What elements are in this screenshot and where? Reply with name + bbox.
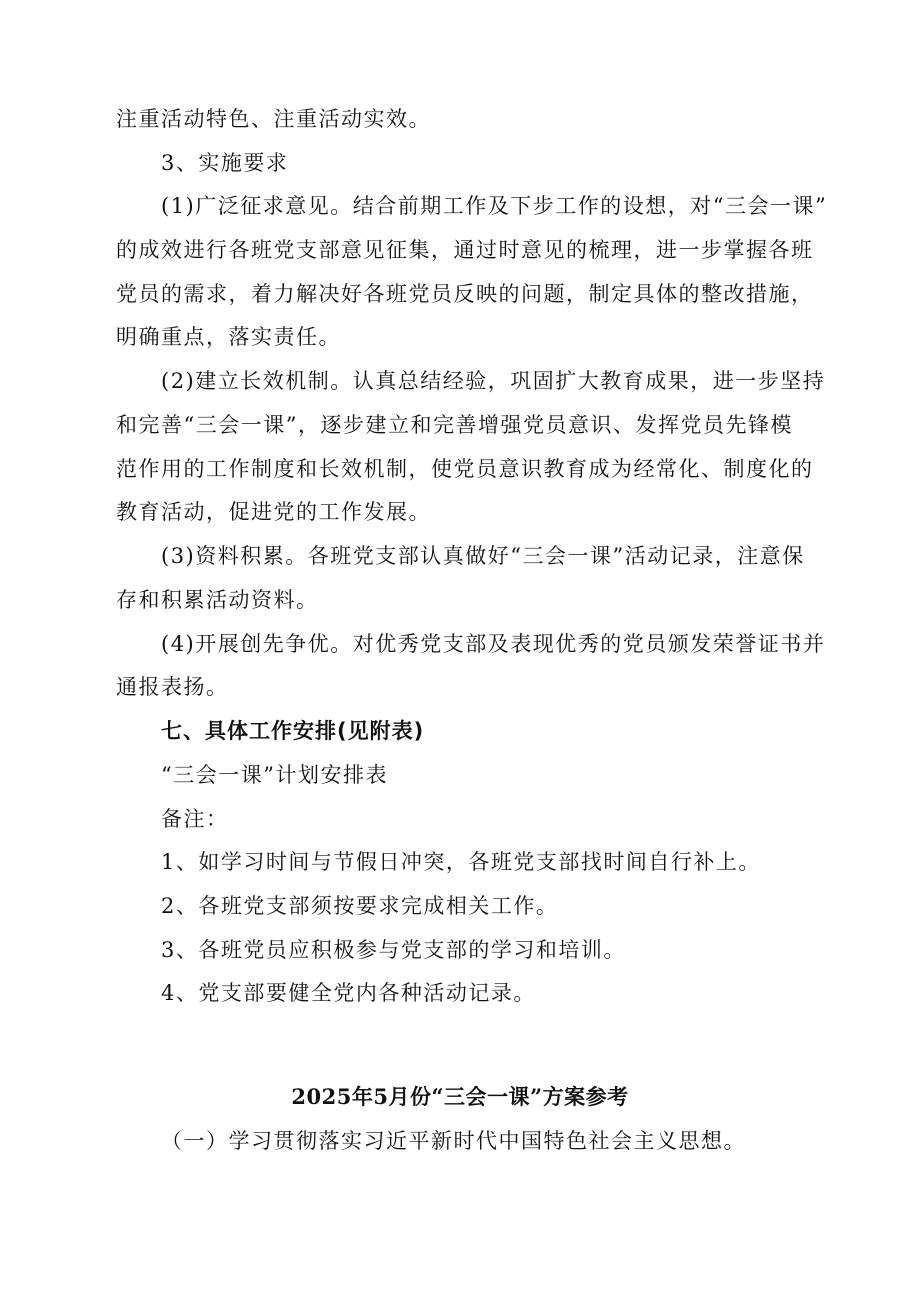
item-4-line-1: (4)开展创先争优。对优秀党支部及表现优秀的党员颁发荣誉证书并 [161, 632, 826, 656]
table-caption: “三会一课”计划安排表 [161, 763, 388, 787]
first-section-line: （一）学习贯彻落实习近平新时代中国特色社会主义思想。 [161, 1129, 746, 1153]
paragraph-continuation: 注重活动特色、注重活动实效。 [116, 107, 431, 131]
note-item-3: 3、各班党员应积极参与党支部的学习和培训。 [161, 938, 626, 962]
sub-heading-implementation-requirements: 3、实施要求 [161, 151, 289, 175]
item-2-line-4: 教育活动，促进党的工作发展。 [116, 500, 431, 524]
item-1-line-4: 明确重点，落实责任。 [116, 325, 341, 349]
item-1-line-1: (1)广泛征求意见。结合前期工作及下步工作的设想，对“三会一课” [161, 194, 828, 218]
item-3-line-2: 存和积累活动资料。 [116, 588, 319, 612]
document-title: 2025年5月份“三会一课”方案参考 [291, 1084, 629, 1109]
item-2-line-1: (2)建立长效机制。认真总结经验，巩固扩大教育成果，进一步坚持 [161, 369, 826, 393]
notes-label: 备注： [161, 807, 229, 831]
note-item-2: 2、各班党支部须按要求完成相关工作。 [161, 894, 559, 918]
item-1-line-2: 的成效进行各班党支部意见征集，通过时意见的梳理，进一步掌握各班 [116, 238, 814, 262]
note-item-1: 1、如学习时间与节假日冲突，各班党支部找时间自行补上。 [161, 850, 761, 874]
item-2-line-2: 和完善“三会一课”，逐步建立和完善增强党员意识、发挥党员先锋模 [116, 413, 793, 437]
item-1-line-3: 党员的需求，着力解决好各班党员反映的问题，制定具体的整改措施， [116, 282, 814, 306]
item-2-line-3: 范作用的工作制度和长效机制，使党员意识教育成为经常化、制度化的 [116, 457, 814, 481]
item-4-line-2: 通报表扬。 [116, 675, 229, 699]
section-7-heading: 七、具体工作安排(见附表) [161, 719, 425, 743]
item-3-line-1: (3)资料积累。各班党支部认真做好“三会一课”活动记录，注意保 [161, 544, 805, 568]
note-item-4: 4、党支部要健全党内各种活动记录。 [161, 981, 536, 1005]
